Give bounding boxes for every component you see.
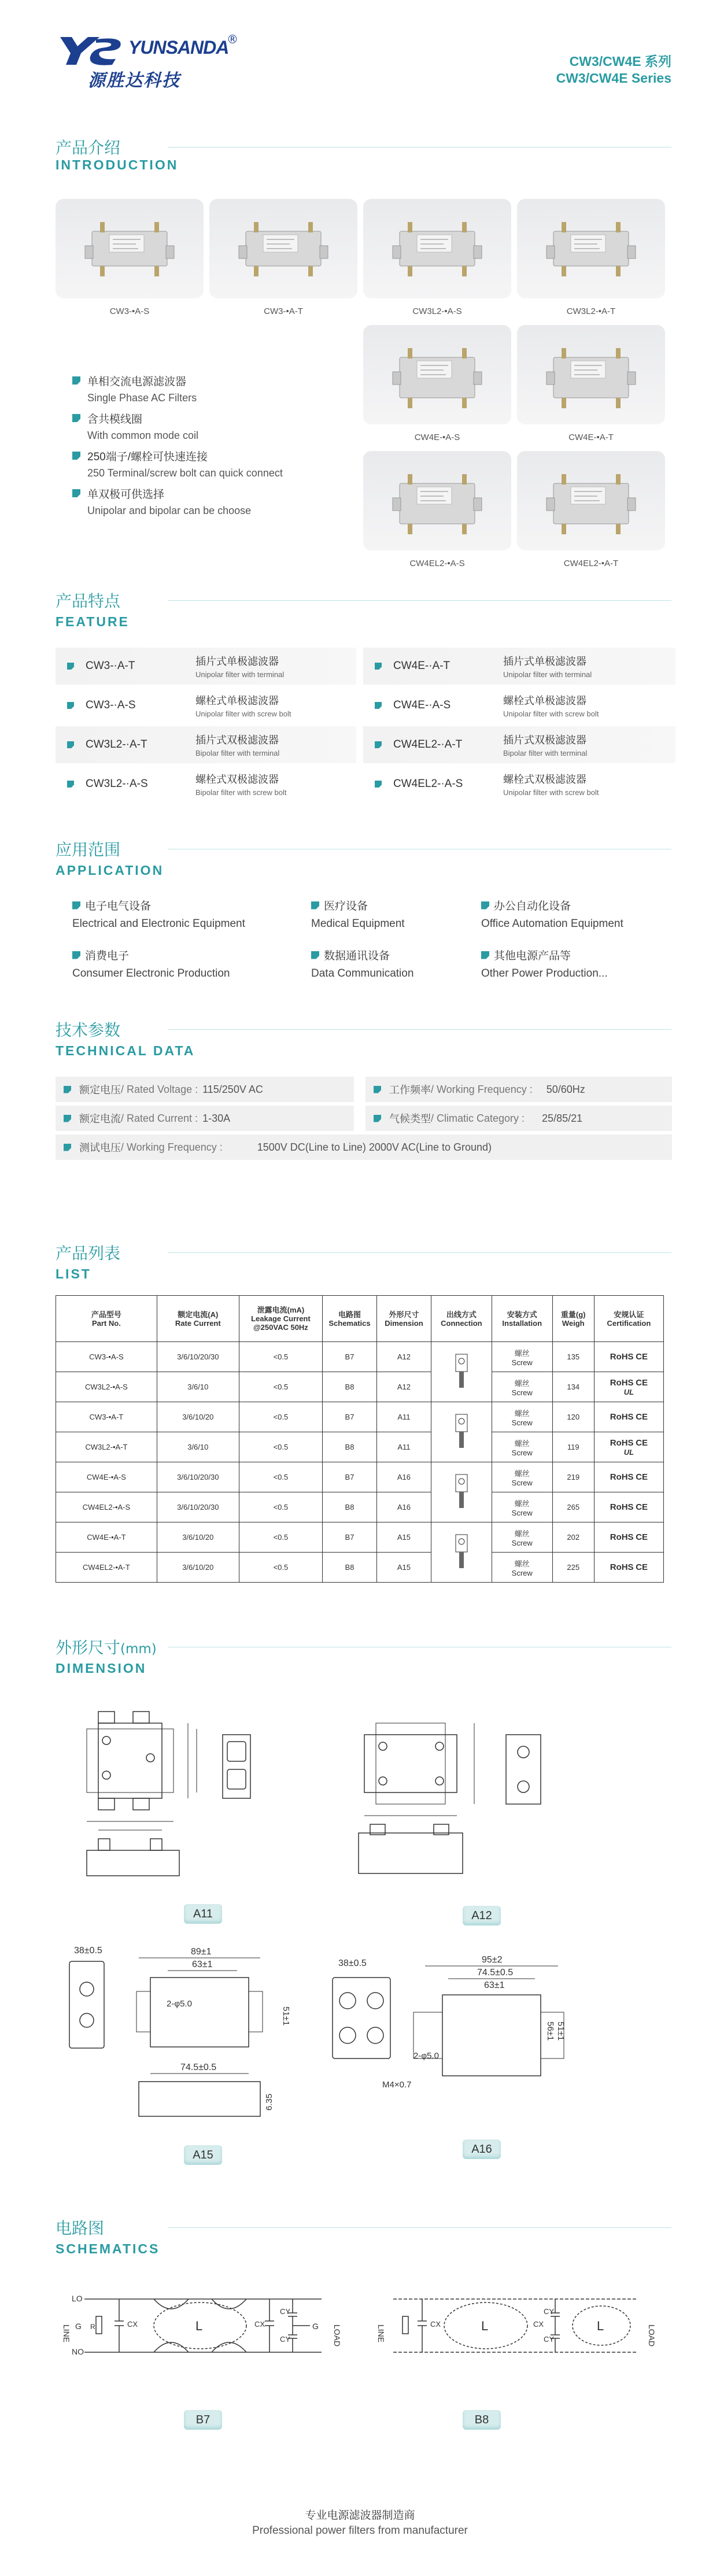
application-en: Data Communication	[311, 967, 414, 980]
cell-leak: <0.5	[239, 1492, 322, 1522]
b8-cy-mark: CY	[544, 2307, 555, 2316]
schematics-title-zh: 电路图	[56, 2219, 105, 2238]
product-photo	[363, 451, 511, 550]
table-row	[56, 1372, 664, 1402]
feature-code: CW3L2-·A-S	[86, 778, 148, 790]
table-header: 重量(g) Weigh	[552, 1296, 594, 1342]
cell-certification: RoHS CE	[594, 1492, 663, 1522]
b8-l-mark: L	[481, 2319, 489, 2333]
cell-schematic: B8	[323, 1432, 377, 1462]
cell-weight: 120	[552, 1402, 594, 1432]
cell-dimension: A12	[376, 1372, 431, 1402]
b7-cx-mark-2: CX	[254, 2320, 265, 2329]
table-row	[56, 1342, 664, 1372]
a16-dim-d1: 38±0.5	[338, 1958, 367, 1968]
product-photo-caption: CW3L2-•A-T	[566, 306, 616, 316]
product-photo	[517, 199, 665, 298]
cell-certification: RoHS CE	[594, 1402, 663, 1432]
intro-bullet	[72, 486, 251, 517]
cell-part: CW3-•A-S	[56, 1342, 157, 1372]
feature-en: Bipolar filter with terminal	[195, 749, 280, 757]
feature-item	[56, 648, 356, 685]
cell-leak: <0.5	[239, 1553, 322, 1583]
b8-load-mark: LOAD	[647, 2324, 656, 2347]
a16-dim-d3: 74.5±0.5	[477, 1968, 514, 1978]
application-title-en: APPLICATION	[56, 863, 164, 878]
feature-item	[56, 766, 356, 803]
feature-zh: 螺栓式单极滤波器	[195, 695, 279, 707]
application-item	[481, 897, 623, 930]
cell-certification: RoHS CE	[594, 1522, 663, 1553]
cell-current: 3/6/10/20/30	[157, 1342, 239, 1372]
bullet-icon	[375, 781, 382, 788]
dimension-title-zh: 外形尺寸(mm)	[56, 1638, 157, 1657]
divider	[168, 600, 671, 601]
cell-schematic: B7	[323, 1462, 377, 1492]
table-header: 外形尺寸 Dimension	[376, 1296, 431, 1342]
a16-dim-d7: 51±1	[556, 2021, 566, 2041]
brand-name-en: YUNSANDA	[128, 37, 229, 58]
b7-lo-mark: LO	[72, 2294, 83, 2303]
b7-cy-mark-2: CY	[280, 2335, 291, 2344]
dimension-label: A15	[184, 2145, 222, 2165]
cell-certification: RoHS CE	[594, 1342, 663, 1372]
cell-schematic: B8	[323, 1372, 377, 1402]
product-photo	[209, 199, 357, 298]
b8-l-mark-2: L	[597, 2319, 604, 2333]
bullet-icon	[67, 741, 74, 748]
feature-title-zh: 产品特点	[56, 592, 121, 611]
b8-cy-mark-2: CY	[544, 2335, 555, 2344]
filter-device-icon	[542, 340, 640, 409]
tech-climatic: 气候类型 / Climatic Category : 25/85/21	[365, 1106, 672, 1131]
cell-schematic: B8	[323, 1553, 377, 1583]
a15-dim-d3: 63±1	[192, 1960, 213, 1969]
bullet-zh: 含共模线圈	[87, 413, 143, 426]
a15-dim-d5: 2-φ5.0	[167, 1999, 192, 2009]
cell-part: CW4E-•A-T	[56, 1522, 157, 1553]
cell-certification: RoHS CE	[594, 1462, 663, 1492]
application-item	[481, 947, 608, 980]
tech-working-frequency: 工作频率 / Working Frequency : 50/60Hz	[365, 1077, 672, 1102]
cell-weight: 219	[552, 1462, 594, 1492]
intro-title-zh: 产品介绍	[56, 138, 121, 157]
feature-zh: 插片式双极滤波器	[195, 734, 279, 746]
feature-zh: 插片式双极滤波器	[503, 734, 586, 746]
product-photo	[363, 325, 511, 424]
divider	[168, 2227, 671, 2228]
bullet-icon	[72, 901, 80, 910]
bullet-icon	[67, 663, 74, 670]
a16-dim-d5: 2-φ5.0	[413, 2051, 439, 2061]
ce-mark: CE	[636, 1352, 648, 1362]
cell-schematic: B7	[323, 1522, 377, 1553]
yunsanda-logo-icon	[56, 34, 125, 68]
cell-schematic: B7	[323, 1402, 377, 1432]
series-zh: CW3/CW4E 系列	[569, 54, 671, 69]
application-en: Medical Equipment	[311, 918, 405, 930]
schematic-label: B8	[463, 2410, 501, 2430]
ce-mark: CE	[636, 1472, 648, 1482]
a16-dim-d8: M4×0.7	[382, 2080, 412, 2090]
table-row	[56, 1492, 664, 1522]
feature-item	[56, 726, 356, 763]
a15-dim-d4: 74.5±0.5	[180, 2063, 217, 2072]
feature-en: Unipolar filter with terminal	[503, 670, 592, 679]
cell-part: CW3L2-•A-T	[56, 1432, 157, 1462]
b7-line-mark: LINE	[62, 2324, 71, 2343]
table-header: 额定电流(A) Rate Current	[157, 1296, 239, 1342]
b7-l-mark: L	[195, 2319, 203, 2333]
bullet-icon	[311, 901, 319, 910]
table-row	[56, 1462, 664, 1492]
table-row	[56, 1553, 664, 1583]
b7-cy-mark: CY	[280, 2307, 291, 2316]
cell-dimension: A11	[376, 1432, 431, 1462]
product-photo	[517, 451, 665, 550]
application-zh: 其他电源产品等	[494, 950, 571, 962]
schematic-b8-drawing	[370, 2284, 659, 2388]
cell-leak: <0.5	[239, 1462, 322, 1492]
list-title-zh: 产品列表	[56, 1244, 121, 1263]
a15-dim-d7: 6.35	[264, 2093, 274, 2111]
application-item	[311, 897, 405, 930]
product-photo-caption: CW4EL2-•A-S	[409, 559, 465, 568]
cell-installation: 螺丝 Screw	[492, 1492, 552, 1522]
dimension-a16-drawing	[327, 1954, 570, 2139]
table-header: 安装方式 Installation	[492, 1296, 552, 1342]
schematic-b7-drawing	[56, 2284, 345, 2388]
application-en: Office Automation Equipment	[481, 918, 623, 930]
application-zh: 电子电气设备	[85, 900, 152, 912]
cell-dimension: A16	[376, 1492, 431, 1522]
table-header: 出线方式 Connection	[431, 1296, 492, 1342]
application-zh: 办公自动化设备	[494, 900, 571, 912]
cell-certification: RoHS CE UL	[594, 1372, 663, 1402]
feature-item	[363, 766, 675, 803]
application-zh: 医疗设备	[324, 900, 368, 912]
cell-current: 3/6/10/20	[157, 1522, 239, 1553]
bullet-icon	[311, 951, 319, 959]
terminal-icon	[450, 1411, 473, 1451]
filter-device-icon	[234, 214, 333, 283]
feature-code: CW4EL2-·A-S	[393, 778, 463, 790]
b8-line-mark: LINE	[376, 2324, 386, 2343]
b7-cx-mark: CX	[127, 2320, 138, 2329]
footer-zh: 专业电源滤波器制造商	[305, 2509, 415, 2522]
dimension-label: A11	[184, 1904, 222, 1924]
brand-name-zh: 源胜达科技	[88, 71, 180, 91]
product-photo-caption: CW4E-•A-T	[568, 433, 614, 442]
connection-cell	[431, 1342, 492, 1402]
cell-part: CW4EL2-•A-S	[56, 1492, 157, 1522]
application-en: Electrical and Electronic Equipment	[72, 918, 245, 930]
product-photo-caption: CW4E-•A-S	[414, 433, 460, 442]
filter-device-icon	[542, 466, 640, 535]
bullet-icon	[72, 951, 80, 959]
ce-mark: CE	[636, 1532, 648, 1542]
filter-device-icon	[388, 466, 486, 535]
dimension-label: A16	[463, 2139, 501, 2159]
bullet-icon	[67, 781, 74, 788]
cell-current: 3/6/10/20	[157, 1553, 239, 1583]
application-zh: 消费电子	[85, 950, 130, 962]
cell-leak: <0.5	[239, 1522, 322, 1553]
tech-test-voltage: 测试电压 / Working Frequency : 1500V DC(Line to Line) 2000V AC(Line to Ground)	[56, 1134, 672, 1160]
connection-cell	[431, 1462, 492, 1522]
cell-installation: 螺丝 Screw	[492, 1522, 552, 1553]
registered-mark: ®	[227, 32, 238, 46]
cell-dimension: A16	[376, 1462, 431, 1492]
application-title-zh: 应用范围	[56, 840, 121, 859]
product-photo-caption: CW3-•A-S	[109, 306, 150, 316]
product-table	[56, 1295, 664, 1583]
connection-cell	[431, 1402, 492, 1462]
feature-zh: 螺栓式双极滤波器	[503, 774, 586, 785]
cell-leak: <0.5	[239, 1402, 322, 1432]
cell-installation: 螺丝 Screw	[492, 1372, 552, 1402]
cell-part: CW3L2-•A-S	[56, 1372, 157, 1402]
tech-rated-voltage: 额定电压 / Rated Voltage : 115/250V AC	[56, 1077, 354, 1102]
intro-bullet	[72, 411, 198, 442]
cell-weight: 119	[552, 1432, 594, 1462]
bullet-zh: 单相交流电源滤波器	[87, 376, 187, 388]
b8-cx-mark: CX	[430, 2320, 441, 2329]
schematic-label: B7	[184, 2410, 222, 2430]
cell-weight: 134	[552, 1372, 594, 1402]
b7-no-mark: NO	[72, 2347, 84, 2356]
dimension-a11-drawing	[64, 1706, 272, 1891]
application-en: Consumer Electronic Production	[72, 967, 230, 980]
filter-device-icon	[388, 340, 486, 409]
feature-zh: 插片式单极滤波器	[195, 656, 279, 667]
feature-item	[56, 687, 356, 724]
application-item	[311, 947, 413, 980]
cell-installation: 螺丝 Screw	[492, 1402, 552, 1432]
cell-certification: RoHS CE	[594, 1553, 663, 1583]
technical-title-en: TECHNICAL DATA	[56, 1043, 195, 1058]
schematics-title-en: SCHEMATICS	[56, 2241, 160, 2256]
feature-zh: 螺栓式单极滤波器	[503, 695, 586, 707]
feature-en: Bipolar filter with screw bolt	[195, 788, 287, 797]
technical-title-zh: 技术参数	[56, 1021, 121, 1040]
filter-device-icon	[388, 214, 486, 283]
feature-zh: 螺栓式双极滤波器	[195, 774, 279, 785]
table-row	[56, 1522, 664, 1553]
terminal-icon	[450, 1471, 473, 1511]
feature-en: Bipolar filter with terminal	[503, 749, 588, 757]
footer-en: Professional power filters from manufacturer	[252, 2525, 468, 2537]
application-item	[72, 947, 230, 980]
feature-item	[363, 687, 675, 724]
product-photo-caption: CW4EL2-•A-T	[563, 559, 619, 568]
cell-leak: <0.5	[239, 1372, 322, 1402]
cell-weight: 135	[552, 1342, 594, 1372]
intro-bullet	[72, 448, 283, 479]
filter-device-icon	[542, 214, 640, 283]
ce-mark: CE	[636, 1437, 648, 1448]
b7-load-mark: LOAD	[333, 2324, 342, 2347]
feature-code: CW4E-·A-T	[393, 660, 451, 672]
cell-current: 3/6/10	[157, 1432, 239, 1462]
bullet-icon	[481, 901, 489, 910]
application-item	[72, 897, 245, 930]
cell-part: CW3-•A-T	[56, 1402, 157, 1432]
ce-mark: CE	[636, 1562, 648, 1572]
ul-mark: UL	[623, 1447, 634, 1457]
table-row	[56, 1402, 664, 1432]
cell-current: 3/6/10/20/30	[157, 1462, 239, 1492]
product-photo-caption: CW3L2-•A-S	[412, 306, 462, 316]
cell-certification: RoHS CE UL	[594, 1432, 663, 1462]
bullet-en: Single Phase AC Filters	[87, 392, 197, 404]
feature-item	[363, 648, 675, 685]
dimension-title-en: DIMENSION	[56, 1661, 147, 1676]
a15-dim-d1: 38±0.5	[74, 1946, 102, 1956]
table-header: 泄露电流(mA) Leakage Current @250VAC 50Hz	[239, 1296, 322, 1342]
b7-g-mark: G	[75, 2322, 82, 2331]
feature-en: Unipolar filter with terminal	[195, 670, 285, 679]
bullet-icon	[481, 951, 489, 959]
a15-dim-d2: 89±1	[191, 1947, 212, 1957]
feature-code: CW4EL2-·A-T	[393, 738, 463, 751]
table-row	[56, 1432, 664, 1462]
a16-dim-d6: 56±1	[545, 2021, 555, 2041]
cell-installation: 螺丝 Screw	[492, 1432, 552, 1462]
application-zh: 数据通讯设备	[324, 950, 390, 962]
cell-weight: 225	[552, 1553, 594, 1583]
bullet-icon	[375, 663, 382, 670]
cell-current: 3/6/10/20/30	[157, 1492, 239, 1522]
connection-cell	[431, 1522, 492, 1583]
feature-code: CW3-·A-S	[86, 699, 136, 711]
cell-weight: 265	[552, 1492, 594, 1522]
a15-dim-d6: 51±1	[281, 2006, 291, 2026]
bullet-en: With common mode coil	[87, 430, 199, 441]
product-photo	[363, 199, 511, 298]
ce-mark: CE	[636, 1412, 648, 1422]
feature-en: Unipolar filter with screw bolt	[195, 709, 291, 718]
cell-part: CW4E-•A-S	[56, 1462, 157, 1492]
table-header: 电路图 Schematics	[323, 1296, 377, 1342]
cell-installation: 螺丝 Screw	[492, 1342, 552, 1372]
divider	[168, 1029, 671, 1030]
feature-item	[363, 726, 675, 763]
bullet-icon	[375, 741, 382, 748]
cell-part: CW4EL2-•A-T	[56, 1553, 157, 1583]
application-en: Other Power Production...	[481, 967, 608, 980]
terminal-icon	[450, 1531, 473, 1572]
bullet-en: 250 Terminal/screw bolt can quick connect	[87, 467, 283, 479]
header	[0, 0, 720, 110]
intro-bullet	[72, 373, 197, 404]
cell-leak: <0.5	[239, 1342, 322, 1372]
cell-leak: <0.5	[239, 1432, 322, 1462]
screw-terminal-icon	[450, 1351, 473, 1391]
cell-schematic: B8	[323, 1492, 377, 1522]
feature-title-en: FEATURE	[56, 614, 130, 629]
b7-g-mark-2: G	[312, 2322, 319, 2331]
feature-code: CW3-·A-T	[86, 660, 135, 672]
product-photo	[56, 199, 204, 298]
cell-dimension: A12	[376, 1342, 431, 1372]
feature-en: Unipolar filter with screw bolt	[503, 788, 599, 797]
dimension-label: A12	[463, 1906, 501, 1925]
intro-title-en: INTRODUCTION	[56, 157, 179, 172]
cell-dimension: A15	[376, 1553, 431, 1583]
list-title-en: LIST	[56, 1266, 91, 1281]
feature-code: CW3L2-·A-T	[86, 738, 147, 751]
divider	[168, 1252, 671, 1253]
bullet-icon	[375, 702, 382, 709]
b8-cx-mark-2: CX	[533, 2320, 544, 2329]
cell-dimension: A15	[376, 1522, 431, 1553]
product-photo	[517, 325, 665, 424]
feature-zh: 插片式单极滤波器	[503, 656, 586, 667]
feature-en: Unipolar filter with screw bolt	[503, 709, 599, 718]
bullet-zh: 单双极可供选择	[87, 489, 165, 501]
dimension-a15-drawing	[64, 1943, 307, 2134]
feature-code: CW4E-·A-S	[393, 699, 451, 711]
cell-schematic: B7	[323, 1342, 377, 1372]
cell-dimension: A11	[376, 1402, 431, 1432]
tech-rated-current: 额定电流 / Rated Current : 1-30A	[56, 1106, 354, 1131]
product-photo-caption: CW3-•A-T	[264, 306, 303, 316]
cell-current: 3/6/10/20	[157, 1402, 239, 1432]
ce-mark: CE	[636, 1377, 648, 1388]
bullet-icon	[67, 702, 74, 709]
bullet-zh: 250端子/螺栓可快速连接	[87, 451, 208, 463]
dimension-a12-drawing	[347, 1712, 555, 1891]
b7-r-mark: R	[90, 2323, 95, 2331]
cell-installation: 螺丝 Screw	[492, 1553, 552, 1583]
ul-mark: UL	[623, 1387, 634, 1396]
bullet-en: Unipolar and bipolar can be choose	[87, 505, 252, 516]
series-en: CW3/CW4E Series	[556, 71, 671, 86]
table-header: 安规认证 Certification	[594, 1296, 663, 1342]
a16-dim-d4: 63±1	[484, 1980, 505, 1990]
a16-dim-d2: 95±2	[482, 1955, 503, 1965]
cell-installation: 螺丝 Screw	[492, 1462, 552, 1492]
cell-current: 3/6/10	[157, 1372, 239, 1402]
filter-device-icon	[80, 214, 179, 283]
table-header: 产品型号 Part No.	[56, 1296, 157, 1342]
ce-mark: CE	[636, 1502, 648, 1512]
cell-weight: 202	[552, 1522, 594, 1553]
